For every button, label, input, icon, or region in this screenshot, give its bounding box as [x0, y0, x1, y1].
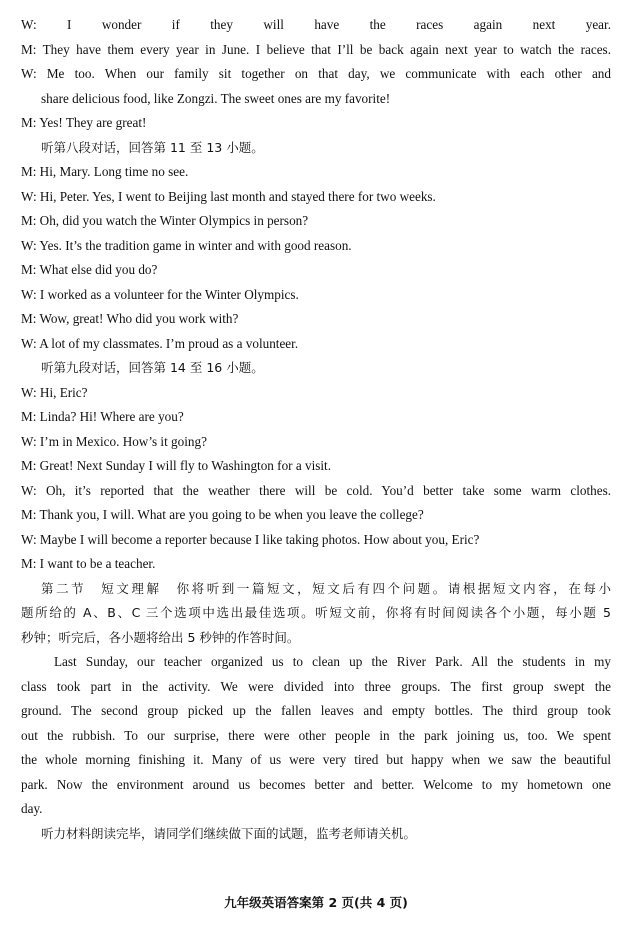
dialog-line: W: Hi, Eric?	[21, 384, 88, 400]
dialog-line: W: I worked as a volunteer for the Winter Olympics.	[21, 286, 299, 302]
passage-line: day.	[21, 801, 43, 816]
dialog-line-continued: share delicious food, like Zongzi. The sweet ones are my favorite!	[41, 90, 391, 106]
dialog-line: M: Thank you, I will. What are you going to be when you leave the college?	[21, 507, 424, 522]
page-footer: 九年级英语答案第 2 页(共 4 页)	[224, 895, 408, 910]
passage-line: the whole morning finishing it. Many of us were very tired but happy when we saw the beautiful	[21, 752, 611, 767]
dialog-9-heading: 听第九段对话，回答第 14 至 16 小题。	[41, 360, 264, 375]
dialog-line: W: Maybe I will become a reporter because I like taking photos. How about you, Eric?	[21, 531, 480, 547]
section-2-instructions: 题所给的 A、B、C 三个选项中选出最佳选项。听短文前，你将有时间阅读各个小题，每小题 5	[21, 605, 611, 620]
passage-line: ground. The second group picked up the fallen leaves and empty bottles. The third group took	[21, 703, 611, 718]
dialog-line: W: I wonder if they will have the races again next year.	[21, 17, 611, 32]
dialog-line: W: I’m in Mexico. How’s it going?	[21, 433, 207, 449]
closing-note: 听力材料朗读完毕，请同学们继续做下面的试题，监考老师请关机。	[41, 825, 417, 841]
dialog-line: M: Oh, did you watch the Winter Olympics in person?	[21, 213, 309, 228]
dialog-line: M: Yes! They are great!	[21, 115, 147, 130]
dialog-line: M: I want to be a teacher.	[21, 556, 156, 571]
dialog-line: W: A lot of my classmates. I’m proud as a volunteer.	[21, 335, 299, 351]
passage-line: out the rubbish. To our surprise, there were other people in the park joining us, too. We spent	[21, 727, 611, 743]
passage-line: Last Sunday, our teacher organized us to clean up the River Park. All the students in my	[54, 654, 611, 669]
dialog-line: W: Me too. When our family sit together on that day, we communicate with each other and	[21, 66, 611, 81]
dialog-line: M: Wow, great! Who did you work with?	[21, 311, 239, 326]
passage-line: park. Now the environment around us becomes better and better. Welcome to my hometown one	[21, 776, 611, 792]
section-2-instructions: 秒钟；听完后，各小题将给出 5 秒钟的作答时间。	[21, 629, 300, 645]
section-2-instructions: 第二节 短文理解 你将听到一篇短文，短文后有四个问题。请根据短文内容，在每小	[41, 580, 611, 596]
dialog-line: M: What else did you do?	[21, 262, 158, 277]
dialog-line: W: Oh, it’s reported that the weather there will be cold. You’d better take some warm clothes.	[21, 482, 611, 498]
dialog-line: M: Great! Next Sunday I will fly to Washington for a visit.	[21, 458, 332, 473]
dialog-line: W: Yes. It’s the tradition game in winter and with good reason.	[21, 237, 352, 253]
dialog-line: M: Linda? Hi! Where are you?	[21, 409, 184, 424]
dialog-line: W: Hi, Peter. Yes, I went to Beijing last month and stayed there for two weeks.	[21, 188, 436, 204]
dialog-line: M: Hi, Mary. Long time no see.	[21, 164, 189, 179]
dialog-8-heading: 听第八段对话，回答第 11 至 13 小题。	[41, 139, 264, 155]
dialog-line: M: They have them every year in June. I believe that I’ll be back again next year to watch the races.	[21, 41, 611, 57]
passage-line: class took part in the activity. We were divided into three groups. The first group swept the	[21, 678, 611, 694]
